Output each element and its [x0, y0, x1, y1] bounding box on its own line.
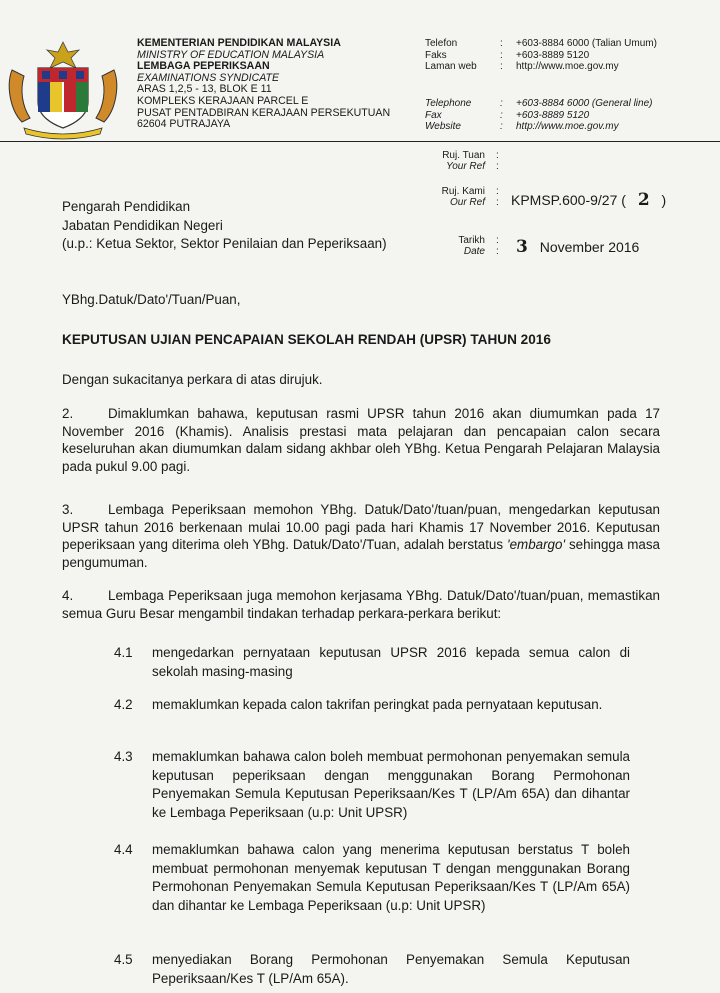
contact-label: Laman web: [425, 61, 477, 73]
date-label-english: Date: [463, 246, 485, 257]
list-item-text: mengedarkan pernyataan keputusan UPSR 2016 kepada semua calon di sekolah masing-masing: [152, 645, 630, 679]
our-ref-close: ): [661, 192, 667, 208]
contact-label: Telefon: [425, 38, 458, 49]
contact-block-malay: [425, 38, 657, 73]
embargo-term: 'embargo': [507, 537, 565, 552]
syndicate-name-malay: LEMBAGA PEPERIKSAAN: [137, 60, 270, 73]
ministry-name-malay: KEMENTERIAN PENDIDIKAN MALAYSIA: [137, 37, 341, 49]
paragraph-text-tail: sehingga masa pengumuman.: [62, 537, 660, 570]
our-ref-number: KPMSP.600-9/27 (: [511, 192, 626, 208]
our-ref-value: [511, 190, 666, 210]
paragraph-4: [62, 587, 660, 622]
separator: :: [496, 197, 499, 208]
contact-value: +603-8884 6000 (Talian Umum): [516, 38, 657, 49]
contact-value: +603-8889 5120: [516, 49, 590, 61]
contact-value: +603-8884 6000 (General line): [516, 98, 653, 109]
date-label: [420, 235, 485, 257]
your-ref-label: [420, 150, 485, 172]
contact-block-english: [425, 98, 652, 133]
our-ref-handwritten: 2: [637, 190, 650, 210]
list-item-text: menyediakan Borang Permohonan Penyemakan Semula Keputusan Peperiksaan/Kes T (LP/Am 65A).: [152, 952, 630, 986]
intro-paragraph: Dengan sukacitanya perkara di atas dirujuk.: [62, 372, 323, 387]
coat-of-arms-logo: [4, 40, 122, 140]
letter-subject: KEPUTUSAN UJIAN PENCAPAIAN SEKOLAH RENDAH (UPSR) TAHUN 2016: [62, 332, 551, 347]
paragraph-text: Dimaklumkan bahawa, keputusan rasmi UPSR tahun 2016 akan diumumkan pada 17 November 2016 (Khamis). Analisis prestasi mata pelajaran dan pencapaian calon secara keseluruhan akan diumumkan dalam sidang akhbar oleh YBhg. Ketua Pengarah Pelajaran Malaysia pada pukul 9.00 pagi.: [62, 406, 660, 474]
salutation: YBhg.Datuk/Dato'/Tuan/Puan,: [62, 292, 241, 307]
separator: :: [496, 246, 499, 257]
address-line: KOMPLEKS KERAJAAN PARCEL E: [137, 94, 309, 107]
list-item-text: memaklumkan bahawa calon boleh membuat permohonan penyemakan semula keputusan peperiksaan dengan menggunakan Borang Permohonan Penyemakan Semula Keputusan Peperiksaan/Kes T (LP/Am 65A) dan dihantar ke Lembaga Peperiksaan (u.p: Unit UPSR): [152, 749, 630, 820]
date-month-year: November 2016: [539, 239, 640, 255]
our-ref-label-english: Our Ref: [449, 197, 485, 208]
your-ref-label-english: Your Ref: [446, 161, 485, 172]
contact-value: http://www.moe.gov.my: [516, 61, 619, 73]
separator: :: [500, 61, 503, 73]
list-item-number: 4.5: [114, 952, 133, 967]
separator: :: [496, 186, 499, 197]
recipient-line: (u.p.: Ketua Sektor, Sektor Penilaian dan Peperiksaan): [62, 236, 387, 251]
list-item-text: memaklumkan bahawa calon yang menerima keputusan berstatus T boleh membuat permohonan menyemak keputusan T dengan menggunakan Borang Permohonan Penyemakan Semula Keputusan Peperiksaan/Kes T (LP/Am 65A) dan dihantar ke Lembaga Peperiksaan (u.p: Unit UPSR): [152, 842, 630, 913]
paragraph-number: 4.: [62, 588, 74, 603]
address-line: 62604 PUTRAJAYA: [137, 118, 231, 131]
contact-value: http://www.moe.gov.my: [516, 121, 619, 133]
list-item-number: 4.2: [114, 697, 133, 712]
address-line: ARAS 1,2,5 - 13, BLOK E 11: [137, 83, 272, 96]
paragraph-3: [62, 501, 660, 571]
separator: :: [500, 109, 503, 121]
header-divider: [0, 141, 720, 142]
contact-value: +603-8889 5120: [516, 109, 590, 121]
ministry-address-block: [137, 38, 390, 131]
separator: :: [496, 235, 499, 246]
letter-date: [516, 237, 639, 257]
separator: :: [500, 49, 503, 61]
paragraph-text: Lembaga Peperiksaan juga memohon kerjasama YBhg. Datuk/Dato'/tuan/puan, memastikan semua Guru Besar mengambil tindakan terhadap perkara-perkara berikut:: [62, 588, 660, 621]
our-ref-label-malay: Ruj. Kami: [441, 186, 485, 197]
list-item-text: memaklumkan kepada calon takrifan peringkat pada pernyataan keputusan.: [152, 697, 603, 712]
recipient-line: Pengarah Pendidikan: [62, 199, 191, 214]
list-item-number: 4.4: [114, 842, 133, 857]
separator: :: [500, 121, 503, 133]
contact-label: Telephone: [425, 98, 472, 109]
list-item-number: 4.3: [114, 749, 133, 764]
separator: :: [500, 98, 503, 109]
paragraph-2: [62, 405, 660, 475]
list-item-number: 4.1: [114, 645, 133, 660]
contact-label: Faks: [425, 49, 447, 61]
syndicate-name-english: EXAMINATIONS SYNDICATE: [137, 71, 280, 84]
paragraph-number: 2.: [62, 406, 74, 421]
recipient-line: Jabatan Pendidikan Negeri: [62, 217, 223, 233]
your-ref-label-malay: Ruj. Tuan: [442, 150, 485, 161]
date-label-malay: Tarikh: [458, 235, 485, 246]
paragraph-number: 3.: [62, 502, 74, 517]
address-line: PUSAT PENTADBIRAN KERAJAAN PERSEKUTUAN: [137, 106, 391, 119]
recipient-address: [62, 198, 387, 254]
separator: :: [500, 38, 503, 49]
date-day-handwritten: 3: [516, 237, 528, 257]
separator: :: [496, 161, 499, 172]
paragraph-text: Lembaga Peperiksaan memohon YBhg. Datuk/Dato'/tuan/puan, mengedarkan keputusan UPSR tahun 2016 berkenaan mulai 10.00 pagi pada hari Khamis 17 November 2016. Keputusan peperiksaan yang diterima oleh YBhg. Datuk/Dato'/Tuan, adalah berstatus: [62, 502, 660, 552]
contact-label: Website: [425, 121, 461, 133]
contact-label: Fax: [425, 109, 442, 121]
separator: :: [496, 150, 499, 161]
ministry-name-english: MINISTRY OF EDUCATION MALAYSIA: [137, 48, 325, 61]
our-ref-label: [420, 186, 485, 208]
